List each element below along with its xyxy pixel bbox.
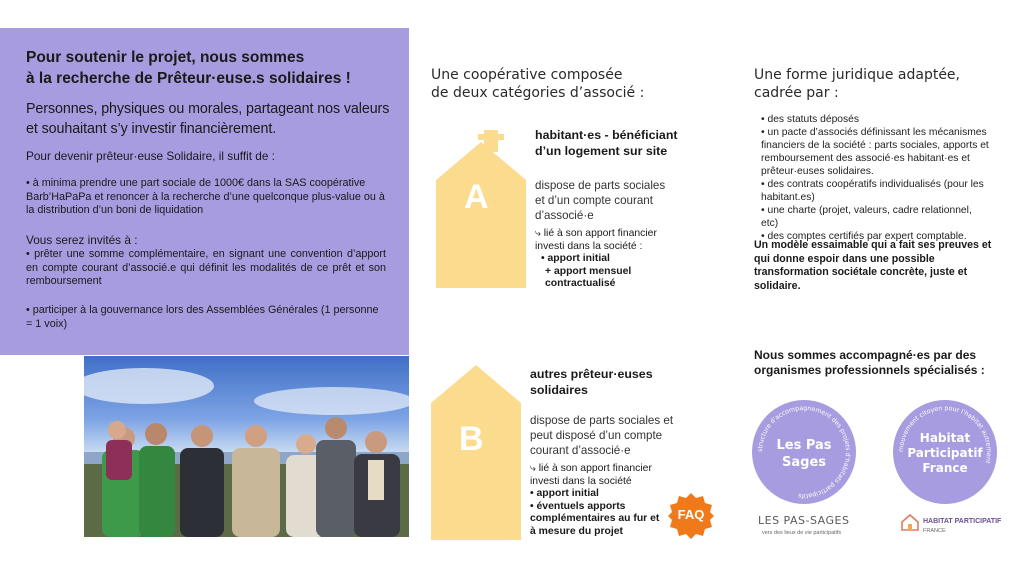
right-title-line-1: Une forme juridique adaptée,: [754, 67, 960, 83]
org2-logo-tagline: FRANCE: [923, 528, 946, 534]
cat-a-link-line-2: investi dans la société :: [535, 240, 643, 252]
org2-name-line-1: Habitat: [919, 431, 971, 445]
house-b-letter: B: [459, 420, 484, 458]
cat-a-link-line-1: ⤷ lié à son apport financier: [535, 228, 657, 239]
cat-b-bullet-2: • éventuels apports complémentaires au fur et à mesure du projet: [530, 500, 660, 537]
cat-b-title-line-2: solidaires: [530, 382, 588, 397]
right-title: [754, 66, 960, 102]
cat-b-description: dispose de parts sociales et peut disposé d’un compte courant d’associé·e: [530, 414, 674, 457]
panel-subheading: Personnes, physiques ou morales, partageant nos valeurs et souhaitant s’y investir financièrement.: [26, 101, 390, 137]
invited-item-2: • participer à la gouvernance lors des Assemblées Générales (1 personne = 1 voix): [26, 304, 379, 330]
legal-item-2: • un pacte d’associés définissant les mécanismes financiers de la société : parts sociales, apports et remboursement des associé·es habitant·es et prêteur·euses solidaires.: [761, 127, 989, 177]
intro-text: Pour devenir prêteur·euse Solidaire, il suffit de :: [26, 149, 275, 163]
invited-title: Vous serez invités à :: [26, 233, 138, 247]
faq-label[interactable]: FAQ: [677, 507, 705, 522]
middle-title: [431, 66, 644, 102]
house-a-letter: A: [464, 178, 489, 216]
cat-a-bullet-2: + apport mensuel: [545, 265, 632, 277]
cat-a-bullet-2-cont: contractualisé: [545, 278, 616, 289]
cat-a-title-line-2: d’un logement sur site: [535, 143, 668, 158]
model-statement: Un modèle essaimable qui a fait ses preuves et qui donne espoir dans une possible transformation sociétale concrète, juste et solidaire.: [754, 239, 992, 292]
cat-b-bullet-1: • apport initial: [530, 488, 599, 499]
legal-item-5: • des comptes certifiés par expert comptable.: [761, 231, 967, 242]
cat-b-title: [530, 367, 653, 398]
org1-logo: LES PAS-SAGES: [758, 514, 850, 527]
cat-b-title-line-1: autres prêteur·euses: [530, 367, 653, 381]
org2-name: [893, 431, 997, 476]
cat-a-description: dispose de parts sociales et d’un compte courant d’associé·e: [535, 179, 666, 222]
house-logo-icon: [900, 513, 920, 531]
group-photo: [84, 356, 409, 537]
cat-b-link-line-2: investi dans la société: [530, 475, 632, 487]
org1-name: [752, 437, 856, 471]
svg-text:mouvement citoyen pour l'habit: mouvement citoyen pour l'habitat autrement: [897, 404, 993, 465]
legal-item-1: • des statuts déposés: [761, 114, 860, 125]
heading-line-2: à la recherche de Prêteur·euse.s solidaires !: [26, 70, 351, 87]
legal-item-3: • des contrats coopératifs individualisés (pour les habitant.es): [761, 179, 984, 203]
org1-name-line-1: Les Pas: [776, 438, 832, 453]
cat-a-bullet-1: • apport initial: [541, 253, 610, 264]
photo-illustration: [84, 356, 409, 537]
invited-item-1: • prêter une somme complémentaire, en signant une convention d’apport en compte courant d’associé.e qui définit les modalités de ce prêt et son remboursement: [26, 248, 386, 287]
middle-title-line-1: Une coopérative composée: [431, 67, 623, 83]
org1-logo-tagline: vers des lieux de vie participatifs: [762, 530, 842, 536]
legal-item-4: • une charte (projet, valeurs, cadre relationnel, etc): [761, 205, 972, 229]
accompanied-title: Nous sommes accompagné·es par des organismes professionnels spécialisés :: [754, 348, 985, 377]
org2-name-line-2: Participatif: [907, 446, 983, 460]
cat-b-link: [530, 463, 660, 538]
heading-line-1: Pour soutenir le projet, nous sommes: [26, 49, 305, 66]
condition-text: • à minima prendre une part sociale de 1000€ dans la SAS coopérative Barb’HaPaPa et renoncer à la recherche d’une quelconque plus-value ou à la distribution d’un boni de liquidation: [26, 177, 385, 216]
cat-a-title-line-1: habitant·es - bénéficiant: [535, 128, 678, 142]
org2-name-line-3: France: [922, 461, 968, 475]
panel-heading: [26, 47, 396, 89]
svg-text:structure d'accompagnement des: structure d'accompagnement des projets d'habitats participatifs: [756, 404, 852, 500]
org1-name-line-2: Sages: [782, 455, 826, 470]
cat-a-link: [535, 228, 680, 291]
middle-title-line-2: de deux catégories d’associé :: [431, 85, 645, 101]
org2-logo: HABITAT PARTICIPATIF: [923, 518, 1002, 525]
right-title-line-2: cadrée par :: [754, 85, 839, 101]
legal-list: [761, 113, 991, 243]
cat-a-title: [535, 128, 678, 159]
cat-b-link-line-1: ⤷ lié à son apport financier: [530, 463, 652, 474]
